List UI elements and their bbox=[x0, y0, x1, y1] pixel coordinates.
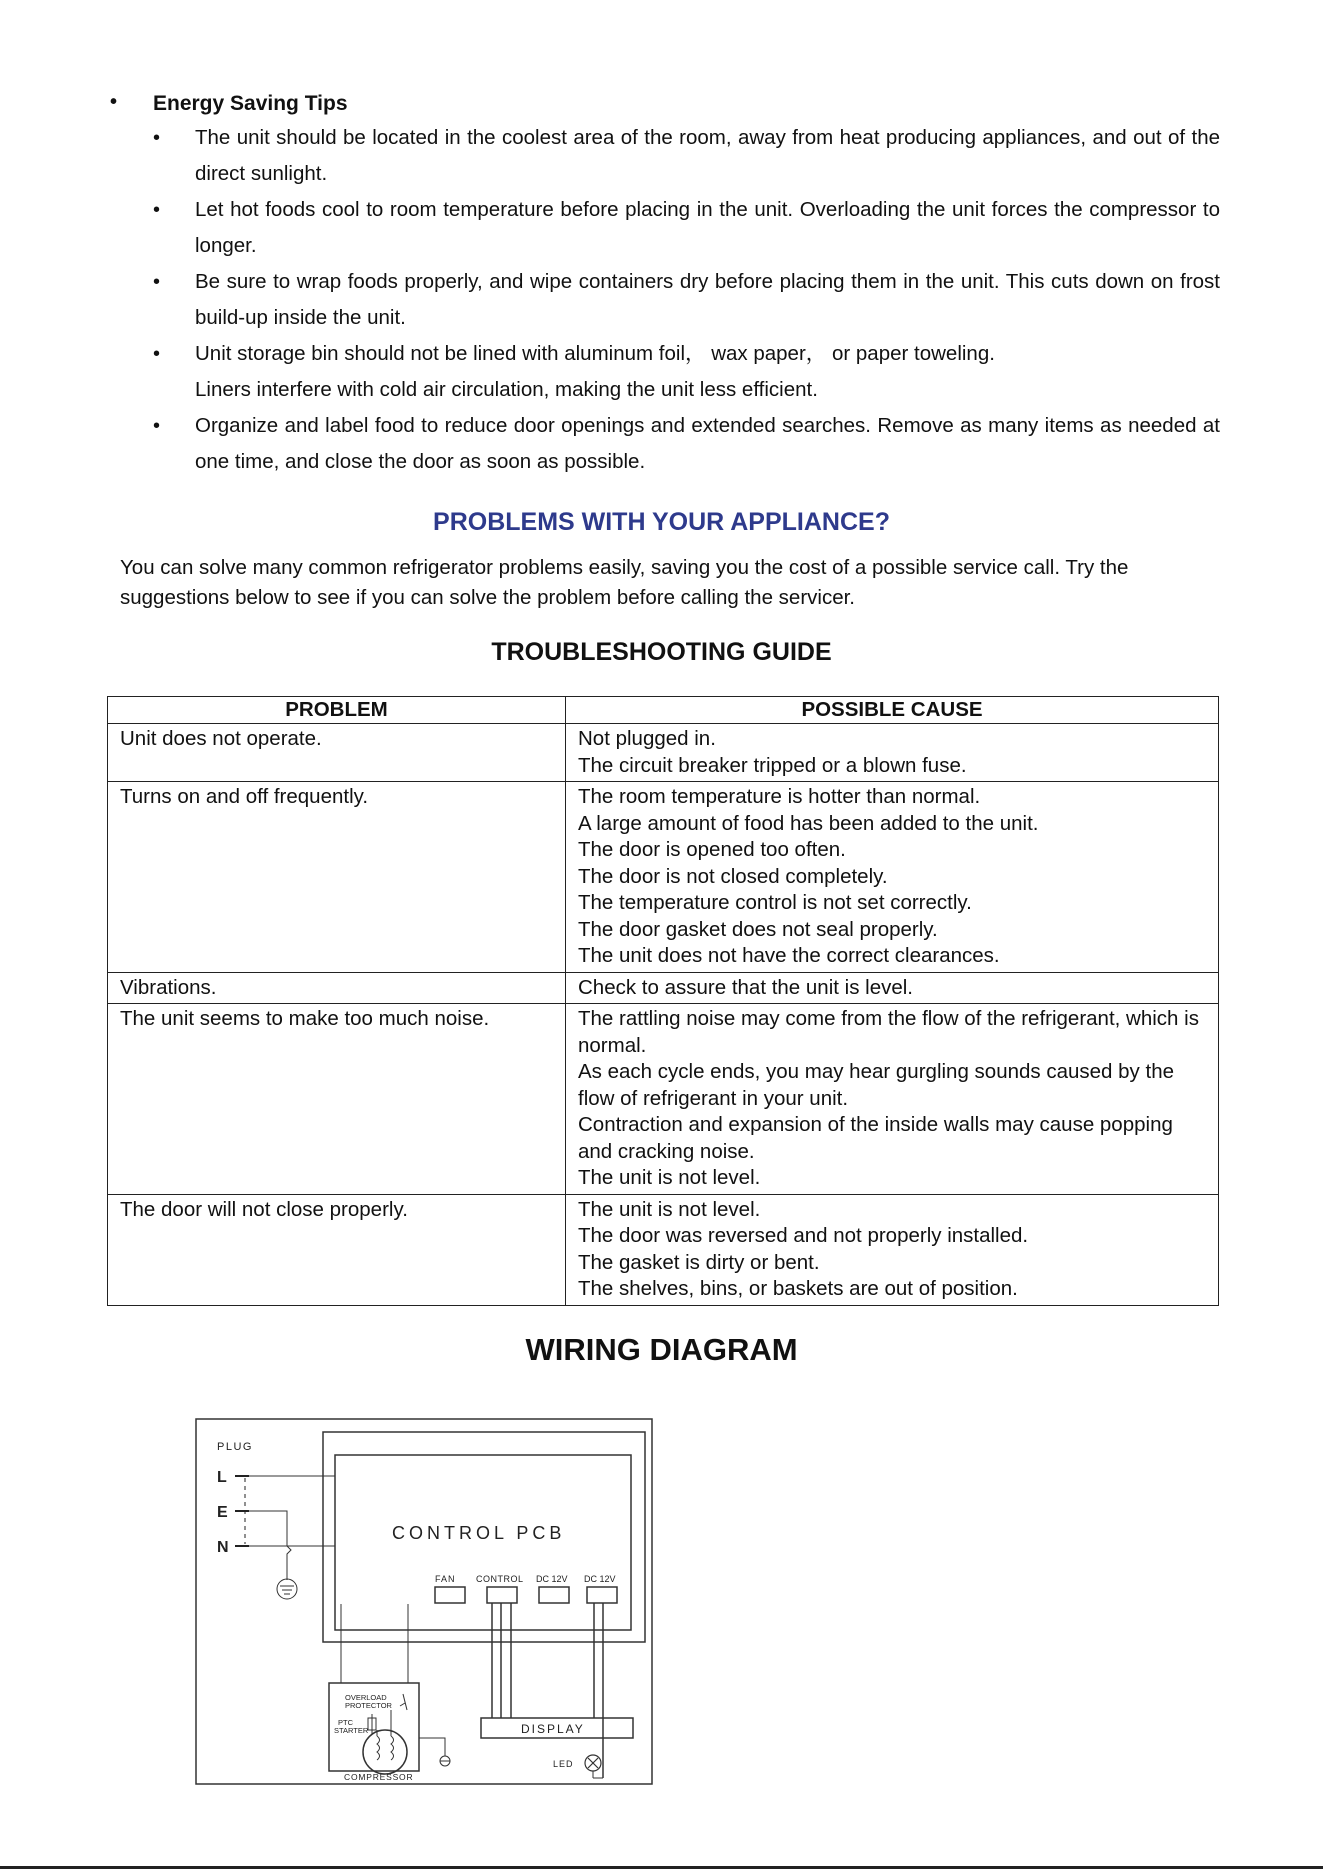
wiring-diagram bbox=[195, 1418, 653, 1785]
cause-item: The door is opened too often. bbox=[578, 838, 846, 861]
cause-item: As each cycle ends, you may hear gurgling sounds caused by the flow of refrigerant in your unit. bbox=[578, 1060, 1174, 1110]
table-row bbox=[108, 1194, 1219, 1305]
problem-cell: The door will not close properly. bbox=[108, 1194, 566, 1305]
compressor-label: COMPRESSOR bbox=[344, 1772, 414, 1782]
problem-cell: Vibrations. bbox=[108, 972, 566, 1004]
table-row bbox=[108, 724, 1219, 782]
troubleshooting-table bbox=[107, 696, 1219, 1306]
cause-item: The door is not closed completely. bbox=[578, 864, 888, 888]
cause-item: Contraction and expansion of the inside walls may cause popping and cracking noise. bbox=[578, 1113, 1173, 1163]
cause-item: The unit is not level. bbox=[578, 1197, 761, 1221]
header-problem: PROBLEM bbox=[108, 697, 566, 724]
cause-item: Not plugged in. bbox=[578, 727, 716, 750]
energy-tip-4-line1: Unit storage bin should not be lined with aluminum foil， wax paper， or paper toweling. bbox=[195, 342, 995, 365]
control-pcb-label: CONTROL PCB bbox=[392, 1523, 566, 1543]
plug-label: PLUG bbox=[217, 1441, 253, 1453]
cause-item: Check to assure that the unit is level. bbox=[578, 975, 914, 999]
cause-item: The temperature control is not set correctly. bbox=[578, 891, 972, 914]
cause-item: The unit is not level. bbox=[578, 1166, 761, 1189]
header-possible-cause: POSSIBLE CAUSE bbox=[566, 697, 1219, 724]
cause-item: The rattling noise may come from the flow of the refrigerant, which is normal. bbox=[578, 1007, 1199, 1057]
table-row bbox=[108, 972, 1219, 1004]
footer-rule bbox=[0, 1866, 1323, 1869]
overload-label-2: PROTECTOR bbox=[345, 1701, 392, 1710]
ptc-label-1: PTC bbox=[338, 1718, 353, 1727]
energy-saving-section bbox=[110, 92, 1220, 480]
cause-cell bbox=[566, 1004, 1219, 1195]
cause-cell bbox=[566, 972, 1219, 1004]
energy-tips-list bbox=[110, 120, 1220, 480]
cause-item: The room temperature is hotter than normal. bbox=[578, 785, 981, 808]
control-label: CONTROL bbox=[476, 1574, 524, 1584]
table-row bbox=[108, 782, 1219, 973]
cause-item: The gasket is dirty or bent. bbox=[578, 1250, 820, 1274]
control-connector bbox=[487, 1587, 517, 1603]
problems-title: PROBLEMS WITH YOUR APPLIANCE? bbox=[433, 508, 890, 536]
cause-item: The circuit breaker tripped or a blown fuse. bbox=[578, 753, 967, 777]
energy-tip-5: • Organize and label food to reduce door openings and extended searches. Remove as many items as needed at one time, and close the door as soon as possible. bbox=[110, 408, 1220, 480]
table-row bbox=[108, 1004, 1219, 1195]
plug-e-label: E bbox=[217, 1504, 228, 1521]
cause-cell bbox=[566, 724, 1219, 782]
cause-cell bbox=[566, 1194, 1219, 1305]
problems-intro: You can solve many common refrigerator problems easily, saving you the cost of a possible service call. Try the suggestions below to see if you can solve the problem before calling the servicer. bbox=[120, 556, 1129, 609]
dc12v-connector-1 bbox=[539, 1587, 569, 1603]
ground-symbol-icon bbox=[277, 1579, 297, 1599]
problem-cell: Turns on and off frequently. bbox=[108, 782, 566, 973]
dc12v-connector-2 bbox=[587, 1587, 617, 1603]
led-label: LED bbox=[553, 1759, 574, 1769]
cause-item: The shelves, bins, or baskets are out of position. bbox=[578, 1277, 1018, 1300]
ptc-label-2: STARTER bbox=[334, 1726, 369, 1735]
problem-cell: The unit seems to make too much noise. bbox=[108, 1004, 566, 1195]
energy-tip-4 bbox=[110, 336, 1220, 408]
problem-cell: Unit does not operate. bbox=[108, 724, 566, 782]
dc12v-label-1: DC 12V bbox=[536, 1574, 568, 1584]
display-label: DISPLAY bbox=[521, 1722, 585, 1736]
cause-cell bbox=[566, 782, 1219, 973]
energy-tip-4-line2: Liners interfere with cold air circulation, making the unit less efficient. bbox=[195, 378, 818, 401]
energy-tip-2: • Let hot foods cool to room temperature before placing in the unit. Overloading the unit forces the compressor to longer. bbox=[110, 192, 1220, 264]
overload-label-1: OVERLOAD bbox=[345, 1693, 387, 1702]
energy-tip-1: • The unit should be located in the coolest area of the room, away from heat producing appliances, and out of the direct sunlight. bbox=[110, 120, 1220, 192]
wire-compressor-ground bbox=[419, 1738, 445, 1756]
cause-item: The door was reversed and not properly installed. bbox=[578, 1224, 1029, 1247]
plug-l-label: L bbox=[217, 1469, 227, 1486]
cause-item: The unit does not have the correct clearances. bbox=[578, 944, 1000, 967]
cause-item: The door gasket does not seal properly. bbox=[578, 917, 938, 941]
troubleshooting-title: TROUBLESHOOTING GUIDE bbox=[491, 638, 832, 666]
compressor-motor-icon bbox=[363, 1730, 407, 1774]
fan-connector bbox=[435, 1587, 465, 1603]
cause-item: A large amount of food has been added to the unit. bbox=[578, 811, 1039, 835]
energy-saving-title: • Energy Saving Tips bbox=[110, 92, 1220, 116]
overload-switch-icon bbox=[403, 1694, 407, 1710]
fan-label: FAN bbox=[435, 1574, 456, 1584]
energy-tip-3: • Be sure to wrap foods properly, and wipe containers dry before placing them in the unit. This cuts down on frost build-up inside the unit. bbox=[110, 264, 1220, 336]
wiring-diagram-title: WIRING DIAGRAM bbox=[525, 1332, 798, 1367]
table-header-row bbox=[108, 697, 1219, 724]
dc12v-label-2: DC 12V bbox=[584, 1574, 616, 1584]
plug-n-label: N bbox=[217, 1539, 229, 1556]
